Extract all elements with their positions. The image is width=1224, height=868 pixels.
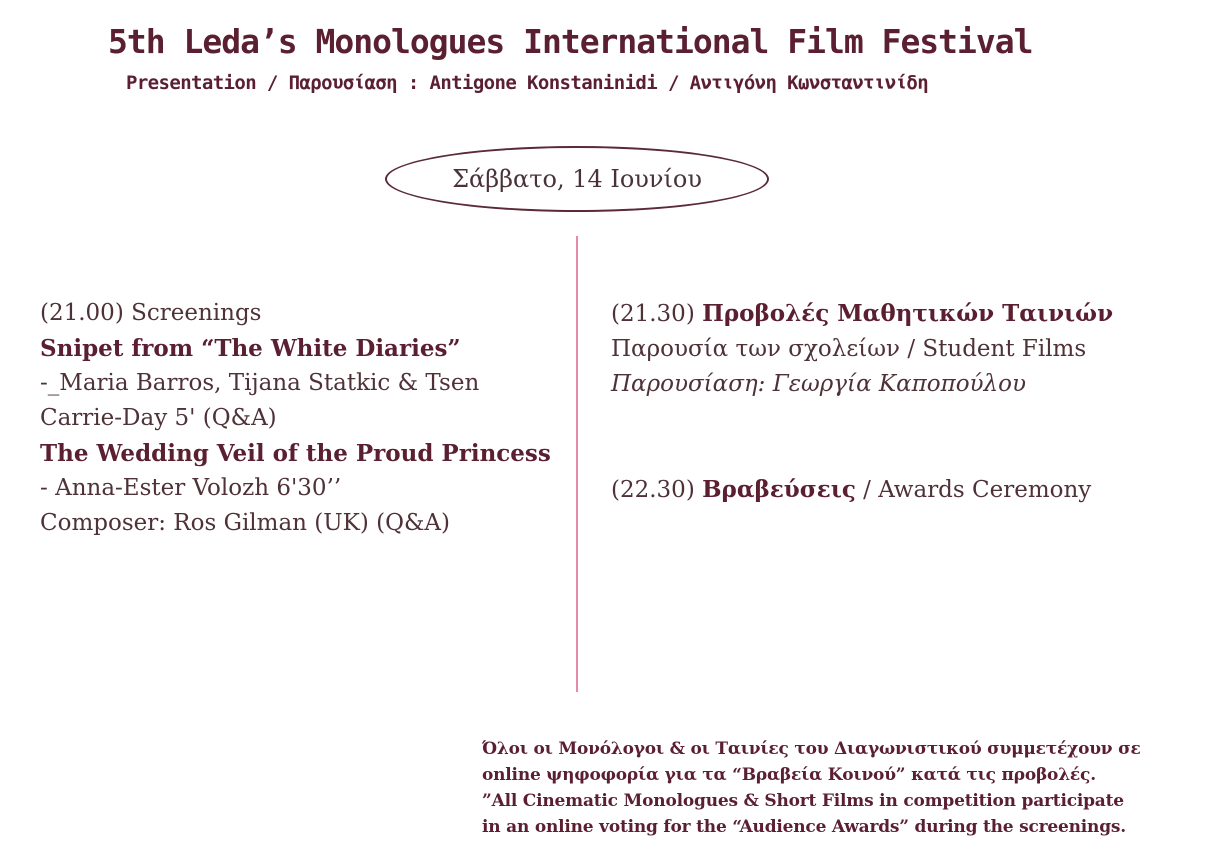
film-credit-line: - Anna-Ester Volozh 6'30’’ bbox=[40, 475, 342, 501]
event-presenter: Παρουσίαση: Γεωργία Καποπούλου bbox=[611, 371, 1026, 397]
date-label: Σάββατο, 14 Ιουνίου bbox=[452, 165, 702, 193]
left-schedule-column bbox=[40, 296, 570, 541]
event-time: (21.30) bbox=[611, 301, 695, 327]
event-student-films bbox=[611, 296, 1191, 332]
spacer bbox=[611, 402, 1191, 472]
event-title-english: / Awards Ceremony bbox=[863, 477, 1092, 503]
event-time: (22.30) bbox=[611, 477, 695, 503]
event-detail: Παρουσία των σχολείων / Student Films bbox=[611, 336, 1087, 362]
film-credit-line: Carrie-Day 5' (Q&A) bbox=[40, 405, 277, 431]
event-title: Προβολές Μαθητικών Ταινιών bbox=[702, 300, 1114, 327]
right-schedule-column bbox=[611, 296, 1191, 508]
event-awards bbox=[611, 472, 1191, 508]
film-title-wedding-veil: The Wedding Veil of the Proud Princess bbox=[40, 440, 551, 467]
screenings-heading: (21.00) Screenings bbox=[40, 300, 262, 326]
note-line: ”All Cinematic Monologues & Short Films in competition participate bbox=[482, 791, 1124, 811]
note-line: online ψηφοφορία για τα “Βραβεία Κοινού” κατά τις προβολές. bbox=[482, 765, 1096, 785]
festival-title: 5th Leda’s Monologues International Film Festival bbox=[108, 22, 1033, 61]
audience-awards-note bbox=[482, 736, 1202, 840]
column-divider bbox=[576, 236, 578, 692]
date-badge bbox=[385, 146, 769, 212]
event-title: Βραβεύσεις bbox=[702, 476, 856, 503]
film-credit-line: -_Maria Barros, Tijana Statkic & Tsen bbox=[40, 370, 480, 396]
film-credit-line: Composer: Ros Gilman (UK) (Q&A) bbox=[40, 510, 451, 536]
film-title-white-diaries: Snipet from “The White Diaries” bbox=[40, 335, 461, 362]
note-line: in an online voting for the “Audience Awards” during the screenings. bbox=[482, 817, 1126, 837]
presenter-subtitle: Presentation / Παρουσίαση : Antigone Konstaninidi / Αντιγόνη Κωνσταντινίδη bbox=[126, 72, 929, 94]
note-line: Όλοι οι Μονόλογοι & οι Ταινίες του Διαγωνιστικού συμμετέχουν σε bbox=[482, 739, 1141, 759]
